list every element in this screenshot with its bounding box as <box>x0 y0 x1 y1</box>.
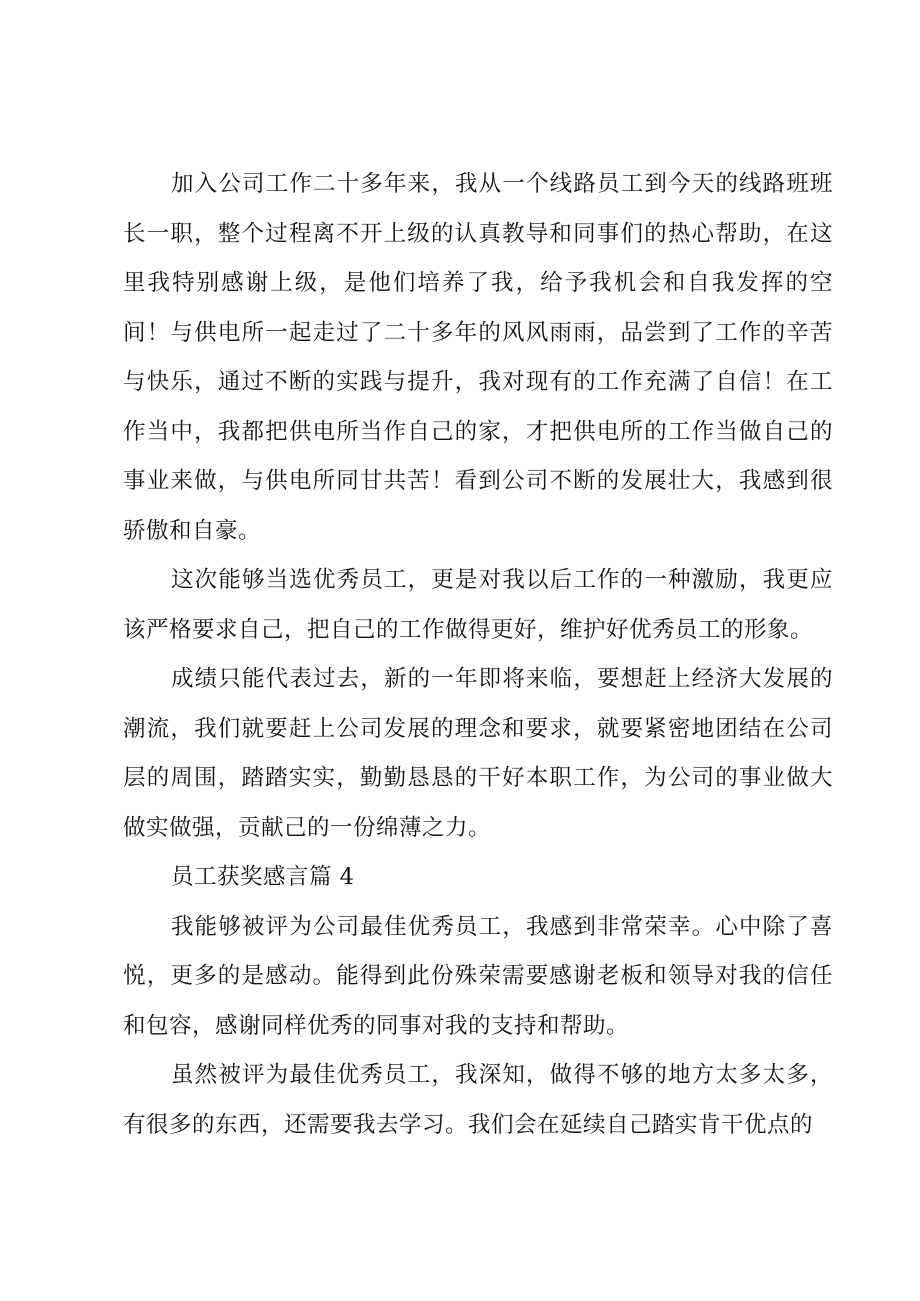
paragraph-2: 这次能够当选优秀员工，更是对我以后工作的一种激励，我更应该严格要求自己，把自己的工作做得更好，维护好优秀员工的形象。 <box>123 567 833 643</box>
section-heading: 员工获奖感言篇 4 <box>171 864 355 890</box>
paragraph-3: 成绩只能代表过去，新的一年即将来临，要想赶上经济大发展的潮流，我们就要赶上公司发展的理念和要求，就要紧密地团结在公司层的周围，踏踏实实，勤勤恳恳的干好本职工作，为公司的事业做大做实做强，贡献己的一份绵薄之力。 <box>123 666 833 841</box>
paragraph-4: 我能够被评为公司最佳优秀员工，我感到非常荣幸。心中除了喜悦，更多的是感动。能得到此份殊荣需要感谢老板和领导对我的信任和包容，感谢同样优秀的同事对我的支持和帮助。 <box>123 913 833 1039</box>
paragraph-1: 加入公司工作二十多年来，我从一个线路员工到今天的线路班班长一职，整个过程离不开上级的认真教导和同事们的热心帮助，在这里我特别感谢上级，是他们培养了我，给予我机会和自我发挥的空间！与供电所一起走过了二十多年的风风雨雨，品尝到了工作的辛苦与快乐，通过不断的实践与提升，我对现有的工作充满了自信！在工作当中，我都把供电所当作自己的家，才把供电所的工作当做自己的事业来做，与供电所同甘共苦！看到公司不断的发展壮大，我感到很骄傲和自豪。 <box>123 171 833 544</box>
document-body <box>123 160 833 1150</box>
paragraph-5: 虽然被评为最佳优秀员工，我深知，做得不够的地方太多太多，有很多的东西，还需要我去学习。我们会在延续自己踏实肯干优点的 <box>123 1062 833 1138</box>
